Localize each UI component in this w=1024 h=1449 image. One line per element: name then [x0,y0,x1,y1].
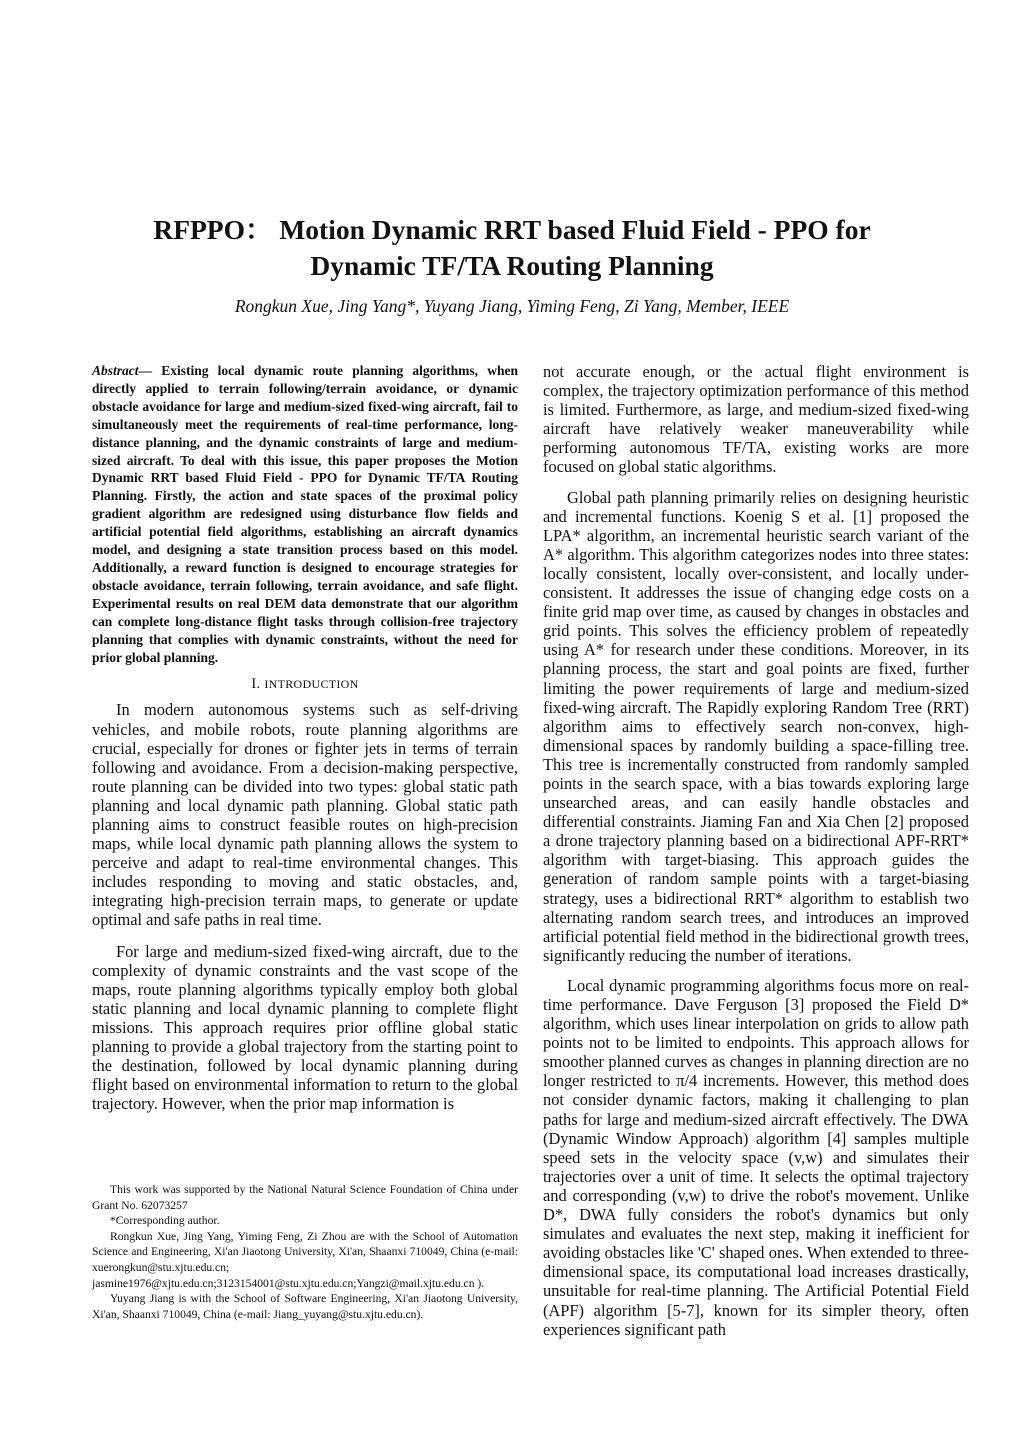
section-title: INTRODUCTION [264,677,359,692]
footnote-affiliation-software: Yuyang Jiang is with the School of Software Engineering, Xi'an Jiaotong University, Xi'an, Shaanxi 710049, China (e-mail: Jiang_yuyang@stu.xjtu.edu.cn). [92,1292,518,1321]
abstract-text: — Existing local dynamic route planning algorithms, when directly applied to terrain following/terrain avoidance, or dynamic obstacle avoidance for large and medium-sized fixed-wing aircraft, fail to simultaneously meet the requirements of real-time performance, long-distance planning, and the dynamic constraints of large and medium-sized aircraft. To deal with this issue, this paper proposes the Motion Dynamic RRT based Fluid Field - PPO for Dynamic TF/TA Routing Planning. Firstly, the action and state spaces of the proximal policy gradient algorithm are redesigned using disturbance flow fields and artificial potential field algorithms, establishing an aircraft dynamics model, and designing a state transition process based on this model. Additionally, a reward function is designed to encourage strategies for obstacle avoidance, terrain following, terrain avoidance, and safe flight. Experimental results on real DEM data demonstrate that our algorithm can complete long-distance flight tasks through collision-free trajectory planning that complies with dynamic constraints, without the need for prior global planning. [92,363,518,665]
title-line-1: RFPPO： Motion Dynamic RRT based Fluid Field - PPO for [153,214,871,245]
continued-paragraph: not accurate enough, or the actual flight environment is complex, the trajectory optimization performance of this method is limited. Furthermore, as large, and medium-sized fixed-wing aircraft have relatively weaker maneuverability while performing autonomous TF/TA, existing works are more focused on global static algorithms. [543,362,969,477]
intro-paragraph-2: For large and medium-sized fixed-wing aircraft, due to the complexity of dynamic constraints and the vast scope of the maps, route planning algorithms typically employ both global static planning and local dynamic planning to complete flight missions. This approach requires prior offline global static planning to provide a global trajectory from the starting point to the destination, followed by local dynamic planning during flight based on environmental information to return to the global trajectory. However, when the prior map information is [92,941,518,1114]
footnote-corresponding: *Corresponding author. [110,1214,220,1228]
author-list: Rongkun Xue, Jing Yang*, Yuyang Jiang, Yiming Feng, Zi Yang, Member, IEEE [234,296,790,316]
title-line-2: Dynamic TF/TA Routing Planning [310,250,714,281]
section-number: I. [251,676,261,693]
right-column [543,362,969,1350]
section-heading-introduction [92,676,518,693]
abstract-label: Abstract [92,363,139,378]
abstract [92,362,518,666]
intro-paragraph-1: In modern autonomous systems such as self-driving vehicles, and mobile robots, route planning algorithms are crucial, especially for drones or fighter jets in terms of terrain following and avoidance. From a decision-making perspective, route planning can be divided into two types: global static path planning and local dynamic path planning. Global static path planning aims to construct feasible routes on high-precision maps, while local dynamic path planning allows the system to perceive and adapt to real-time environmental changes. This includes responding to moving and static obstacles, and, integrating high-precision terrain maps, to generate or update optimal and safe paths in real time. [92,700,518,930]
left-column [92,362,518,1125]
footnote-funding: This work was supported by the National Natural Science Foundation of China under Grant No. 62073257 [92,1183,518,1212]
footnotes [92,1182,518,1322]
local-planning-paragraph: Local dynamic programming algorithms focus more on real-time performance. Dave Ferguson [3] proposed the Field D* algorithm, which uses linear interpolation on grids to allow path points not to be limited to endpoints. This approach allows for smoother planned curves as changes in planning direction are no longer restricted to π/4 increments. However, this method does not consider dynamic factors, making it challenging to plan paths for large and medium-sized aircraft effectively. The DWA (Dynamic Window Approach) algorithm [4] samples multiple speed sets in the velocity space (v,w) and simulates their trajectories over a unit of time. It selects the optimal trajectory and corresponding (v,w) to drive the robot's movement. Unlike D*, DWA fully considers the robot's dynamics but only simulates and evaluates the next step, making it inefficient for avoiding obstacles like 'C' shaped ones. When extended to three-dimensional space, its computational load increases drastically, unsuitable for real-time planning. The Artificial Potential Field (APF) algorithm [5-7], known for its simpler theory, often experiences significant path [543,975,969,1339]
footnote-affiliation-automation: Rongkun Xue, Jing Yang, Yiming Feng, Zi Zhou are with the School of Automation Science and Engineering, Xi'an Jiaotong University, Xi'an, Shaanxi 710049, China (e-mail: xuerongkun@stu.xjtu.edu.cn; jasmine1976@xjtu.edu.cn;3123154001@stu.xjtu.edu.cn;Yangzi@mail.xjtu.edu.cn ). [92,1229,518,1290]
global-planning-paragraph: Global path planning primarily relies on designing heuristic and incremental functions. Koenig S et al. [1] proposed the LPA* algorithm, an incremental heuristic search variant of the A* algorithm. This algorithm categorizes nodes into three states: locally consistent, locally over-consistent, and locally under-consistent. It addresses the issue of changing edge costs on a finite grid map over time, as caused by changes in obstacles and grid points. This solves the efficiency problem of repeatedly using A* for research under these conditions. Moreover, in its planning process, the start and goal points are fixed, further limiting the power requirements of large and medium-sized fixed-wing aircraft. The Rapidly exploring Random Tree (RRT) algorithm aims to effectively search non-convex, high-dimensional spaces by randomly building a space-filling tree. This tree is incrementally constructed from randomly sampled points in the search space, with a bias towards exploring large unsearched areas, and can easily handle obstacles and differential constraints. Jiaming Fan and Xia Chen [2] proposed a drone trajectory planning based on a bidirectional APF-RRT* algorithm with target-biasing. This approach guides the generation of random sample points with a target-biasing strategy, uses a bidirectional RRT* algorithm to establish two alternating random search trees, and introduces an improved artificial potential field method in the bidirectional growth trees, significantly reducing the number of iterations. [543,487,969,965]
paper-title [90,212,934,284]
